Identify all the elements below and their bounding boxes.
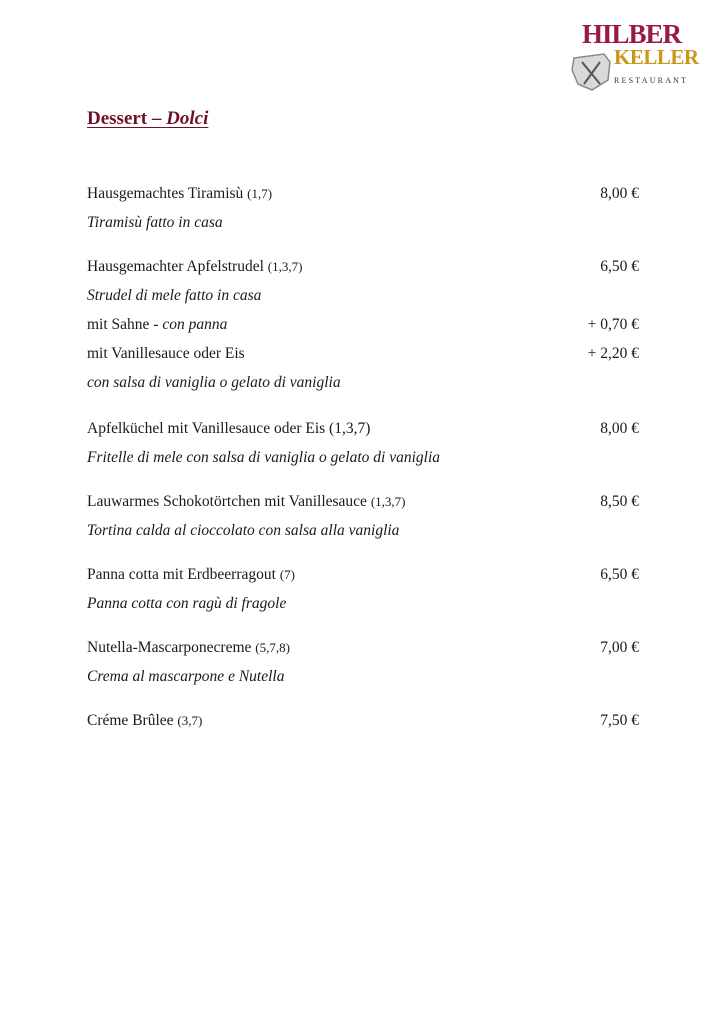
menu-item	[87, 491, 639, 513]
item-subtitle: Fritelle di mele con salsa di vaniglia o gelato di vaniglia	[87, 449, 441, 466]
item-name: Créme Brûlee	[87, 712, 174, 729]
item-subtitle: Crema al mascarpone e Nutella	[87, 668, 285, 685]
item-name: Nutella-Mascarponecreme	[87, 639, 252, 656]
item-allergens: (1,3,7)	[329, 420, 371, 437]
item-subtitle: Panna cotta con ragù di fragole	[87, 595, 287, 612]
shield-crossed-utensils-icon	[570, 52, 614, 92]
logo-word-restaurant: RESTAURANT	[614, 76, 689, 85]
title-italian: Dolci	[166, 108, 209, 129]
item-price: 8,50 €	[600, 493, 639, 510]
logo-word-hilber: HILBER	[582, 19, 682, 49]
title-german: Dessert –	[87, 108, 162, 129]
item-price: 8,00 €	[600, 420, 639, 437]
item-name: Lauwarmes Schokotörtchen mit Vanillesauce	[87, 493, 367, 510]
item-price: 7,00 €	[600, 639, 639, 656]
extra-label-italian: con panna	[162, 316, 228, 333]
page-title	[87, 108, 208, 130]
menu-item	[87, 256, 639, 278]
extra-price: + 0,70 €	[587, 316, 639, 333]
item-subtitle: Tiramisù fatto in casa	[87, 214, 223, 231]
item-name: Panna cotta mit Erdbeerragout	[87, 566, 276, 583]
item-extra	[87, 314, 639, 336]
extra-label: mit Sahne -	[87, 316, 159, 333]
item-allergens: (1,3,7)	[370, 494, 406, 509]
menu-item	[87, 637, 639, 659]
extra-subtitle: con salsa di vaniglia o gelato di vaniglia	[87, 374, 341, 391]
menu-item	[87, 710, 639, 732]
item-allergens: (7)	[279, 567, 295, 582]
extra-price: + 2,20 €	[587, 345, 639, 362]
menu-item	[87, 418, 639, 440]
menu-item	[87, 183, 639, 205]
extra-label: mit Vanillesauce oder Eis	[87, 345, 245, 362]
item-subtitle: Strudel di mele fatto in casa	[87, 287, 262, 304]
item-name: Hausgemachtes Tiramisù	[87, 185, 244, 202]
item-price: 7,50 €	[600, 712, 639, 729]
restaurant-logo	[570, 18, 700, 90]
item-subtitle: Tortina calda al cioccolato con salsa alla vaniglia	[87, 522, 400, 539]
logo-word-keller: KELLER	[614, 45, 699, 69]
item-price: 6,50 €	[600, 566, 639, 583]
item-allergens: (5,7,8)	[255, 640, 290, 655]
item-name: Apfelküchel mit Vanillesauce oder Eis	[87, 420, 326, 437]
item-extra	[87, 343, 639, 365]
menu-item	[87, 564, 639, 586]
item-allergens: (3,7)	[177, 713, 203, 728]
item-price: 8,00 €	[600, 185, 639, 202]
item-allergens: (1,3,7)	[267, 259, 303, 274]
item-name: Hausgemachter Apfelstrudel	[87, 258, 264, 275]
item-allergens: (1,7)	[247, 186, 273, 201]
item-price: 6,50 €	[600, 258, 639, 275]
